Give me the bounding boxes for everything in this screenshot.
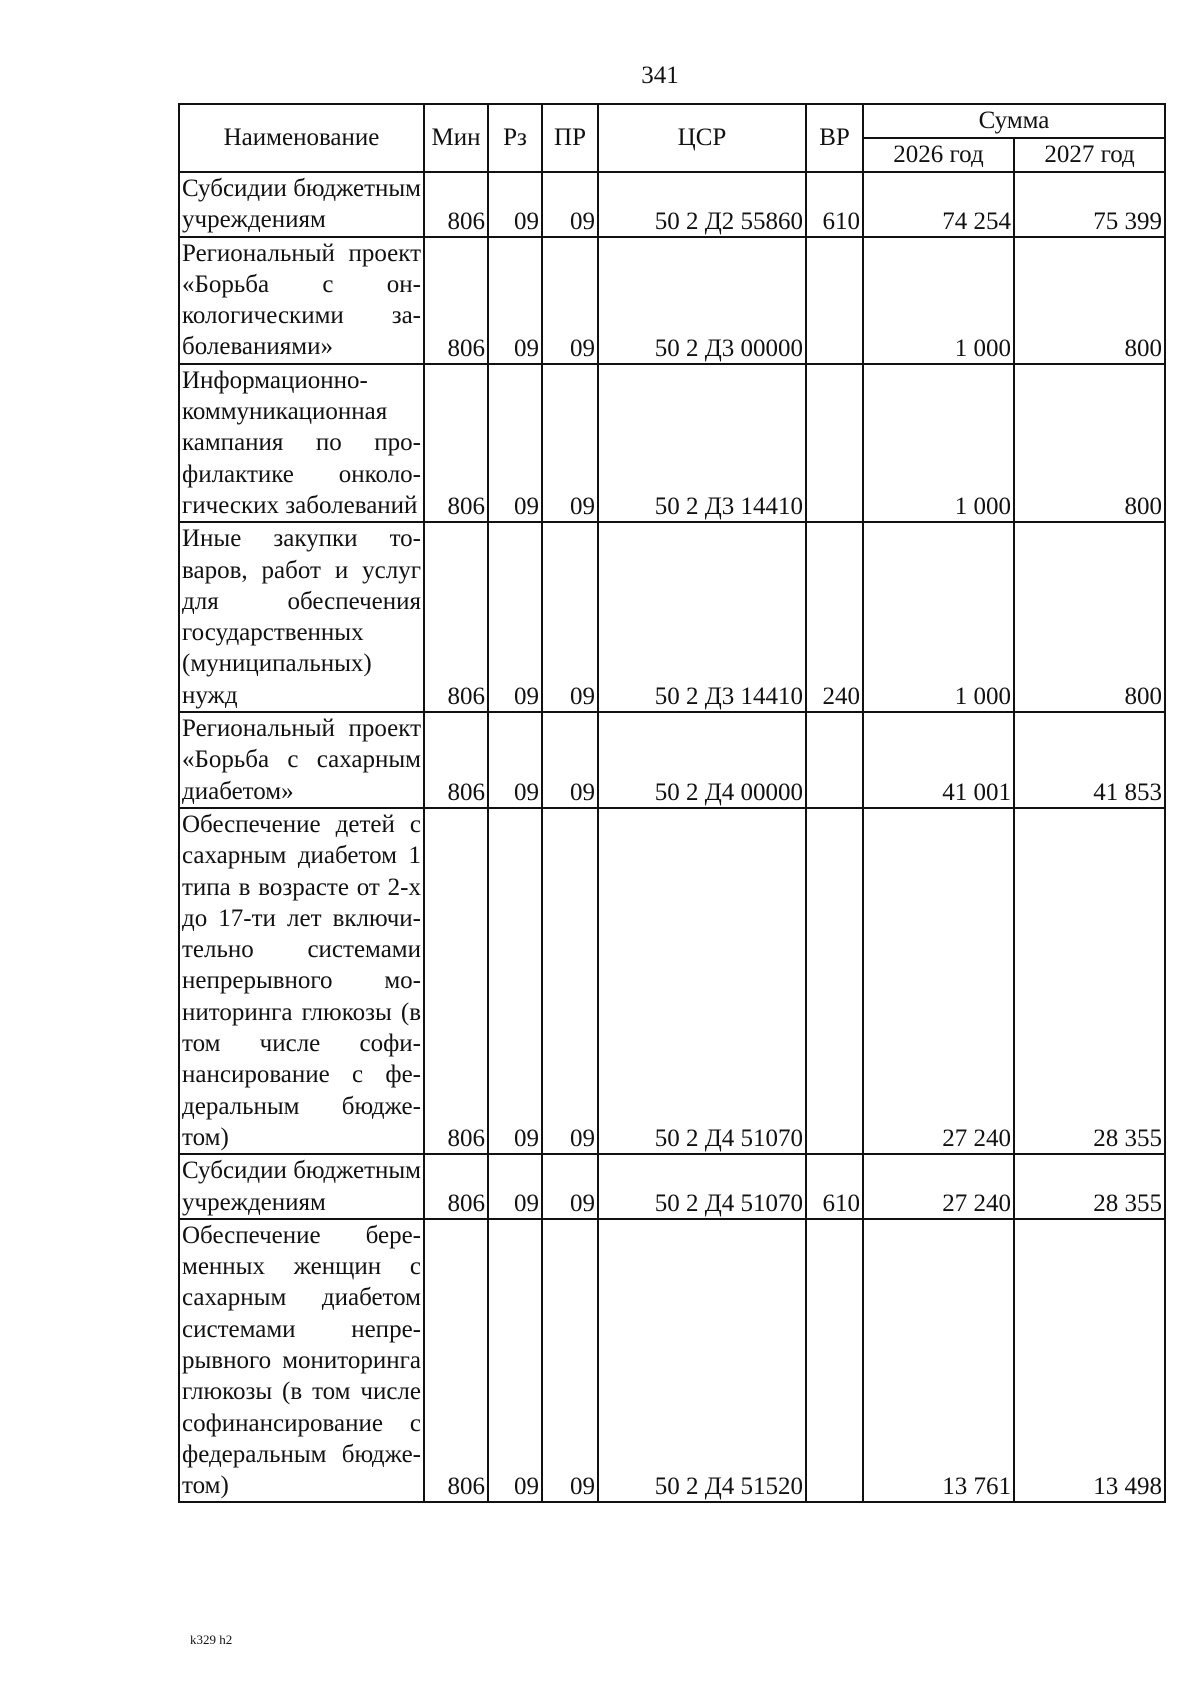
row-csr: 50 2 Д4 51070: [598, 808, 806, 1154]
table-row: [179, 808, 1165, 1154]
budget-table: [178, 103, 1166, 1503]
row-min: 806: [424, 808, 488, 1154]
table-row: [179, 364, 1165, 522]
row-pr: 09: [542, 522, 598, 712]
row-sum-2027: 28 355: [1014, 808, 1165, 1154]
row-sum-2026: 1 000: [863, 237, 1014, 364]
row-name: Региональный проект «Борьба с онкологическими заболеваниями»: [179, 237, 424, 364]
header-vr: ВР: [806, 104, 863, 172]
header-rz: Рз: [488, 104, 542, 172]
row-rz: 09: [488, 1219, 542, 1503]
row-csr: 50 2 Д4 51520: [598, 1219, 806, 1503]
row-sum-2027: 800: [1014, 364, 1165, 522]
row-pr: 09: [542, 712, 598, 808]
row-rz: 09: [488, 237, 542, 364]
row-sum-2027: 75 399: [1014, 172, 1165, 237]
row-min: 806: [424, 712, 488, 808]
row-name: Субсидии бюджетным учреждениям: [179, 1154, 424, 1219]
row-rz: 09: [488, 712, 542, 808]
row-min: 806: [424, 364, 488, 522]
row-csr: 50 2 Д3 14410: [598, 522, 806, 712]
row-vr: [806, 712, 863, 808]
row-sum-2026: 1 000: [863, 522, 1014, 712]
row-sum-2026: 13 761: [863, 1219, 1014, 1503]
footer-code: k329 h2: [190, 1632, 233, 1647]
table-row: [179, 237, 1165, 364]
row-min: 806: [424, 237, 488, 364]
row-sum-2027: 800: [1014, 522, 1165, 712]
row-min: 806: [424, 1154, 488, 1219]
row-rz: 09: [488, 172, 542, 237]
table-row: [179, 1219, 1165, 1503]
row-min: 806: [424, 522, 488, 712]
page-number: 341: [641, 62, 679, 89]
row-name: Региональный проект «Борьба с сахарным диабетом»: [179, 712, 424, 808]
row-csr: 50 2 Д2 55860: [598, 172, 806, 237]
row-vr: [806, 237, 863, 364]
row-sum-2027: 41 853: [1014, 712, 1165, 808]
table-row: [179, 172, 1165, 237]
header-2026: 2026 год: [863, 138, 1014, 172]
row-vr: 240: [806, 522, 863, 712]
row-name: Иные закупки товаров, работ и услуг для обеспечения государственных (муниципальных) нужд: [179, 522, 424, 712]
row-sum-2027: 13 498: [1014, 1219, 1165, 1503]
row-pr: 09: [542, 1154, 598, 1219]
row-rz: 09: [488, 1154, 542, 1219]
header-sum: Сумма: [863, 104, 1165, 138]
table-row: [179, 1154, 1165, 1219]
row-sum-2026: 41 001: [863, 712, 1014, 808]
row-vr: [806, 364, 863, 522]
row-vr: [806, 1219, 863, 1503]
row-sum-2027: 800: [1014, 237, 1165, 364]
header-csr: ЦСР: [598, 104, 806, 172]
row-name: Информационно-коммуникационная кампания по профилактике онкологических заболеваний: [179, 364, 424, 522]
row-pr: 09: [542, 1219, 598, 1503]
header-min: Мин: [424, 104, 488, 172]
row-name: Субсидии бюджетным учреждениям: [179, 172, 424, 237]
row-csr: 50 2 Д3 00000: [598, 237, 806, 364]
header-name: Наименование: [179, 104, 424, 172]
row-csr: 50 2 Д4 51070: [598, 1154, 806, 1219]
row-sum-2026: 74 254: [863, 172, 1014, 237]
row-pr: 09: [542, 237, 598, 364]
row-rz: 09: [488, 808, 542, 1154]
row-vr: 610: [806, 172, 863, 237]
row-min: 806: [424, 1219, 488, 1503]
table-row: [179, 712, 1165, 808]
row-name: Обеспечение детей с сахарным диабетом 1 типа в возрасте от 2-х до 17-ти лет включительно системами непрерывного мониторинга глюкозы (в том числе софинансирование с федеральным бюджетом): [179, 808, 424, 1154]
header-pr: ПР: [542, 104, 598, 172]
row-sum-2027: 28 355: [1014, 1154, 1165, 1219]
row-name: Обеспечение беременных женщин с сахарным диабетом системами непрерывного мониторинга глюкозы (в том числе софинансирование с федеральным бюджетом): [179, 1219, 424, 1503]
row-vr: [806, 808, 863, 1154]
row-sum-2026: 1 000: [863, 364, 1014, 522]
table-row: [179, 522, 1165, 712]
row-rz: 09: [488, 364, 542, 522]
row-csr: 50 2 Д4 00000: [598, 712, 806, 808]
row-min: 806: [424, 172, 488, 237]
row-pr: 09: [542, 172, 598, 237]
row-csr: 50 2 Д3 14410: [598, 364, 806, 522]
row-sum-2026: 27 240: [863, 1154, 1014, 1219]
row-pr: 09: [542, 364, 598, 522]
row-vr: 610: [806, 1154, 863, 1219]
row-pr: 09: [542, 808, 598, 1154]
row-rz: 09: [488, 522, 542, 712]
row-sum-2026: 27 240: [863, 808, 1014, 1154]
header-2027: 2027 год: [1014, 138, 1165, 172]
